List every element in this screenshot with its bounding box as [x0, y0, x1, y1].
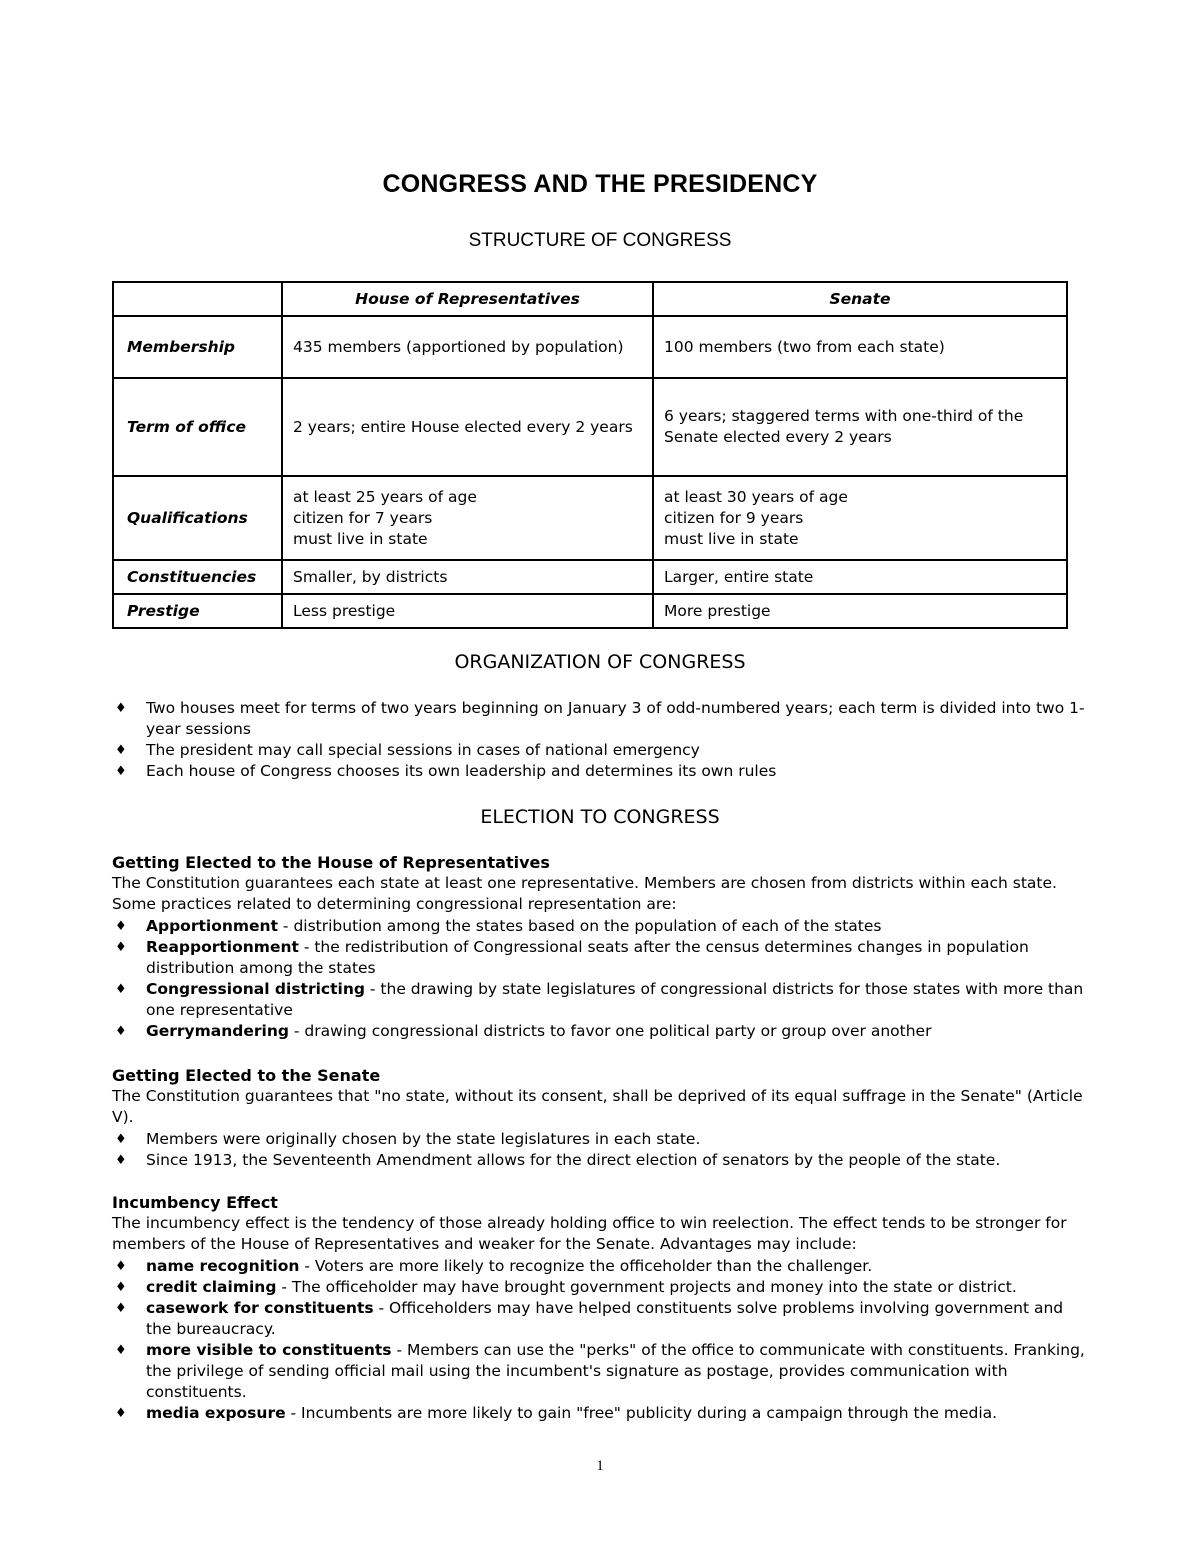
- page-title: CONGRESS AND THE PRESIDENCY: [382, 170, 818, 198]
- term: Gerrymandering: [146, 1022, 289, 1040]
- incumbency-intro: The incumbency effect is the tendency of those already holding office to win reelection. The effect tends to be stronger for members of the House of Representatives and weaker for the Senate. Advantages may include:: [112, 1214, 1067, 1253]
- diamond-bullet-icon: ♦: [115, 1024, 127, 1039]
- table-row: [113, 560, 1067, 594]
- cell-line: More prestige: [664, 601, 771, 620]
- cell-line: 6 years; staggered terms with one-third of the: [664, 407, 1024, 425]
- list-item-text: Members were originally chosen by the state legislatures in each state.: [146, 1130, 701, 1148]
- list-item: [112, 1340, 1087, 1403]
- list-item: [112, 1277, 1087, 1298]
- diamond-bullet-icon: ♦: [115, 1132, 127, 1147]
- house-cell: [282, 594, 653, 628]
- house-election-subheading: Getting Elected to the House of Representatives: [112, 853, 550, 872]
- cell-line: 435 members (apportioned by population): [293, 337, 624, 356]
- senate-cell: [653, 476, 1067, 560]
- incumbency-list: [112, 1256, 1087, 1424]
- table-corner-cell: [113, 282, 282, 316]
- cell-line: 100 members (two from each state): [664, 337, 945, 356]
- diamond-bullet-icon: ♦: [115, 1153, 127, 1168]
- cell-line: Smaller, by districts: [293, 567, 448, 586]
- house-cell: [282, 316, 653, 378]
- row-label: Term of office: [113, 378, 282, 476]
- organization-list: [112, 698, 1087, 782]
- diamond-bullet-icon: ♦: [115, 940, 127, 955]
- organization-heading: ORGANIZATION OF CONGRESS: [454, 651, 746, 673]
- list-item: [112, 1021, 1087, 1042]
- house-election-intro: The Constitution guarantees each state at least one representative. Members are chosen from districts within each state. Some practices related to determining congressional representation are:: [112, 874, 1057, 913]
- incumbency-subheading: Incumbency Effect: [112, 1193, 278, 1212]
- term: media exposure: [146, 1404, 286, 1422]
- table-row: [113, 316, 1067, 378]
- definition: - Voters are more likely to recognize the officeholder than the challenger.: [299, 1257, 873, 1275]
- diamond-bullet-icon: ♦: [115, 1301, 127, 1316]
- list-item-text: The president may call special sessions in cases of national emergency: [146, 741, 700, 759]
- term: Reapportionment: [146, 938, 299, 956]
- diamond-bullet-icon: ♦: [115, 919, 127, 934]
- structure-heading: STRUCTURE OF CONGRESS: [468, 230, 732, 251]
- cell-line: citizen for 7 years: [293, 508, 433, 527]
- table-row: [113, 476, 1067, 560]
- table-header-row: [113, 282, 1067, 316]
- list-item: [112, 1150, 1087, 1171]
- cell-line: at least 25 years of age: [293, 487, 477, 506]
- definition: - distribution among the states based on the population of each of the states: [278, 917, 882, 935]
- senate-cell: [653, 378, 1067, 476]
- diamond-bullet-icon: ♦: [115, 701, 127, 716]
- list-item: [112, 916, 1087, 937]
- row-label: Constituencies: [113, 560, 282, 594]
- structure-table: [112, 281, 1068, 629]
- senate-election-list: [112, 1129, 1087, 1171]
- diamond-bullet-icon: ♦: [115, 1259, 127, 1274]
- list-item-text: Each house of Congress chooses its own leadership and determines its own rules: [146, 762, 777, 780]
- senate-cell: [653, 560, 1067, 594]
- list-item: [112, 1298, 1087, 1340]
- list-item: [112, 1256, 1087, 1277]
- definition: - Officeholders may have helped constituents solve problems involving government and the bureaucracy.: [146, 1299, 1064, 1338]
- column-header-house: House of Representatives: [282, 282, 653, 316]
- cell-line: citizen for 9 years: [664, 508, 804, 527]
- list-item: [112, 1129, 1087, 1150]
- cell-line: must live in state: [664, 529, 799, 548]
- table-row: [113, 378, 1067, 476]
- row-label: Qualifications: [113, 476, 282, 560]
- cell-line: Senate elected every 2 years: [664, 428, 892, 446]
- diamond-bullet-icon: ♦: [115, 1406, 127, 1421]
- term: casework for constituents: [146, 1299, 374, 1317]
- row-label: Prestige: [113, 594, 282, 628]
- list-item: [112, 937, 1087, 979]
- senate-cell: [653, 594, 1067, 628]
- list-item-text: Since 1913, the Seventeenth Amendment allows for the direct election of senators by the people of the state.: [146, 1151, 1001, 1169]
- senate-election-intro: The Constitution guarantees that "no state, without its consent, shall be deprived of its equal suffrage in the Senate" (Article V).: [112, 1087, 1083, 1126]
- list-item: [112, 761, 1087, 782]
- term: Apportionment: [146, 917, 278, 935]
- list-item: [112, 979, 1087, 1021]
- definition: - Members can use the "perks" of the office to communicate with constituents. Franking, the privilege of sending official mail using the incumbent's signature as postage, provides communication with constituents.: [146, 1341, 1085, 1401]
- term: Congressional districting: [146, 980, 365, 998]
- row-label: Membership: [113, 316, 282, 378]
- cell-line: at least 30 years of age: [664, 487, 848, 506]
- election-heading: ELECTION TO CONGRESS: [480, 806, 720, 828]
- list-item: [112, 1403, 1087, 1424]
- definition: - the drawing by state legislatures of congressional districts for those states with more than one representative: [146, 980, 1084, 1019]
- diamond-bullet-icon: ♦: [115, 1280, 127, 1295]
- term: name recognition: [146, 1257, 300, 1275]
- list-item: [112, 740, 1087, 761]
- diamond-bullet-icon: ♦: [115, 764, 127, 779]
- house-cell: [282, 476, 653, 560]
- senate-cell: [653, 316, 1067, 378]
- house-cell: [282, 378, 653, 476]
- term: more visible to constituents: [146, 1341, 392, 1359]
- cell-line: must live in state: [293, 529, 428, 548]
- house-election-list: [112, 916, 1087, 1042]
- column-header-senate: Senate: [653, 282, 1067, 316]
- term: credit claiming: [146, 1278, 277, 1296]
- page-number: 1: [596, 1458, 604, 1474]
- house-cell: [282, 560, 653, 594]
- list-item-text: Two houses meet for terms of two years beginning on January 3 of odd-numbered years; each term is divided into two 1-year sessions: [146, 699, 1085, 738]
- cell-line: Larger, entire state: [664, 567, 814, 586]
- diamond-bullet-icon: ♦: [115, 982, 127, 997]
- diamond-bullet-icon: ♦: [115, 1343, 127, 1358]
- definition: - The officeholder may have brought government projects and money into the state or district.: [276, 1278, 1017, 1296]
- list-item: [112, 698, 1087, 740]
- cell-line: 2 years; entire House elected every 2 years: [293, 417, 633, 436]
- cell-line: Less prestige: [293, 601, 396, 620]
- table-row: [113, 594, 1067, 628]
- definition: - drawing congressional districts to favor one political party or group over another: [288, 1022, 932, 1040]
- diamond-bullet-icon: ♦: [115, 743, 127, 758]
- senate-election-subheading: Getting Elected to the Senate: [112, 1066, 381, 1085]
- definition: - the redistribution of Congressional seats after the census determines changes in population distribution among the states: [146, 938, 1029, 977]
- definition: - Incumbents are more likely to gain "free" publicity during a campaign through the media.: [285, 1404, 998, 1422]
